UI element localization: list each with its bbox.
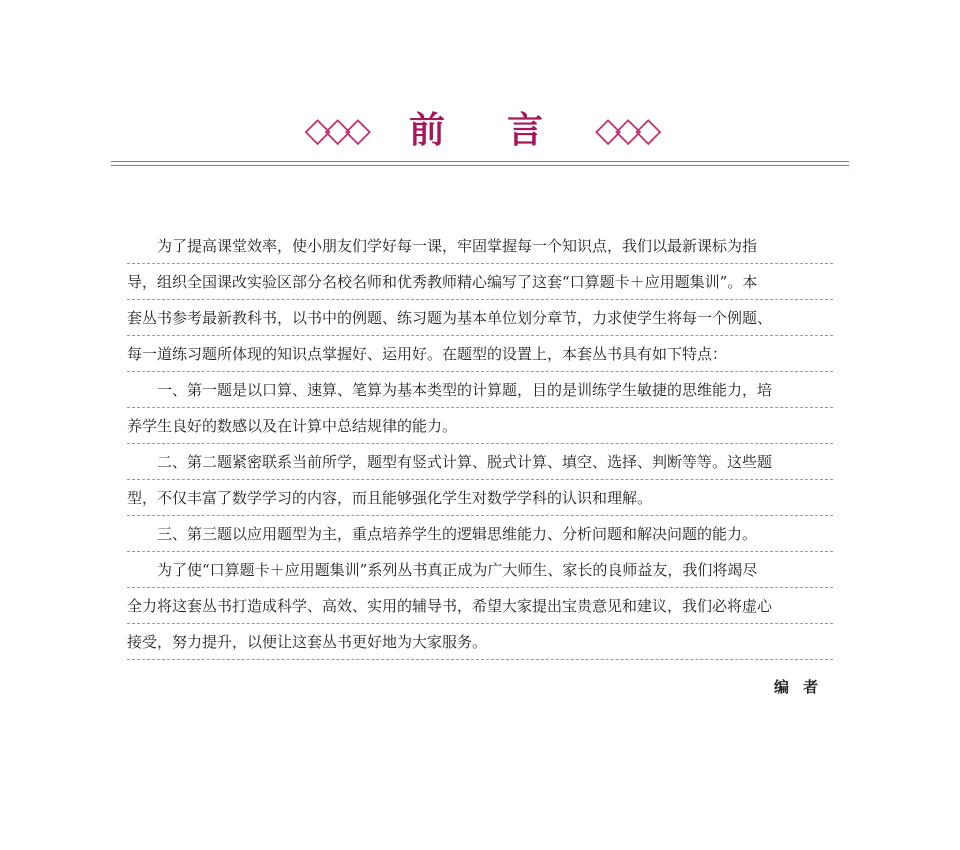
text-line: 导，组织全国课改实验区部分名校名师和优秀教师精心编写了这套“口算题卡＋应用题集训”。本 xyxy=(127,264,833,300)
text-line: 接受，努力提升，以便让这套丛书更好地为大家服务。 xyxy=(127,624,833,660)
title-rule-top xyxy=(111,161,849,162)
title-row xyxy=(0,100,960,160)
page-title: 前言 xyxy=(408,109,605,151)
right-diamond-ornament-icon: ◇◇◇ xyxy=(595,110,656,150)
paragraph xyxy=(127,516,833,552)
title-rule-bottom xyxy=(111,165,849,166)
text-line: 全力将这套丛书打造成科学、高效、实用的辅导书，希望大家提出宝贵意见和建议，我们必将虚心 xyxy=(127,588,833,624)
text-line: 三、第三题以应用题型为主，重点培养学生的逻辑思维能力、分析问题和解决问题的能力。 xyxy=(127,516,833,552)
text-line: 为了提高课堂效率，使小朋友们学好每一课，牢固掌握每一个知识点，我们以最新课标为指 xyxy=(127,228,833,264)
text-line: 套丛书参考最新教科书，以书中的例题、练习题为基本单位划分章节，力求使学生将每一个例题、 xyxy=(127,300,833,336)
left-diamond-ornament-icon: ◇◇◇ xyxy=(304,110,365,150)
text-line: 为了使“口算题卡＋应用题集训”系列丛书真正成为广大师生、家长的良师益友，我们将竭尽 xyxy=(127,552,833,588)
text-line: 每一道练习题所体现的知识点掌握好、运用好。在题型的设置上，本套丛书具有如下特点： xyxy=(127,336,833,372)
paragraph xyxy=(127,372,833,444)
paragraph xyxy=(127,444,833,516)
text-line: 一、第一题是以口算、速算、笔算为基本类型的计算题，目的是训练学生敏捷的思维能力，培 xyxy=(127,372,833,408)
text-line: 二、第二题紧密联系当前所学，题型有竖式计算、脱式计算、填空、选择、判断等等。这些题 xyxy=(127,444,833,480)
text-line: 养学生良好的数感以及在计算中总结规律的能力。 xyxy=(127,408,833,444)
author-signature: 编者 xyxy=(773,678,832,696)
text-line: 型，不仅丰富了数学学习的内容，而且能够强化学生对数学学科的认识和理解。 xyxy=(127,480,833,516)
paragraph xyxy=(127,228,833,372)
paragraph xyxy=(127,552,833,660)
preface-body xyxy=(127,228,833,660)
